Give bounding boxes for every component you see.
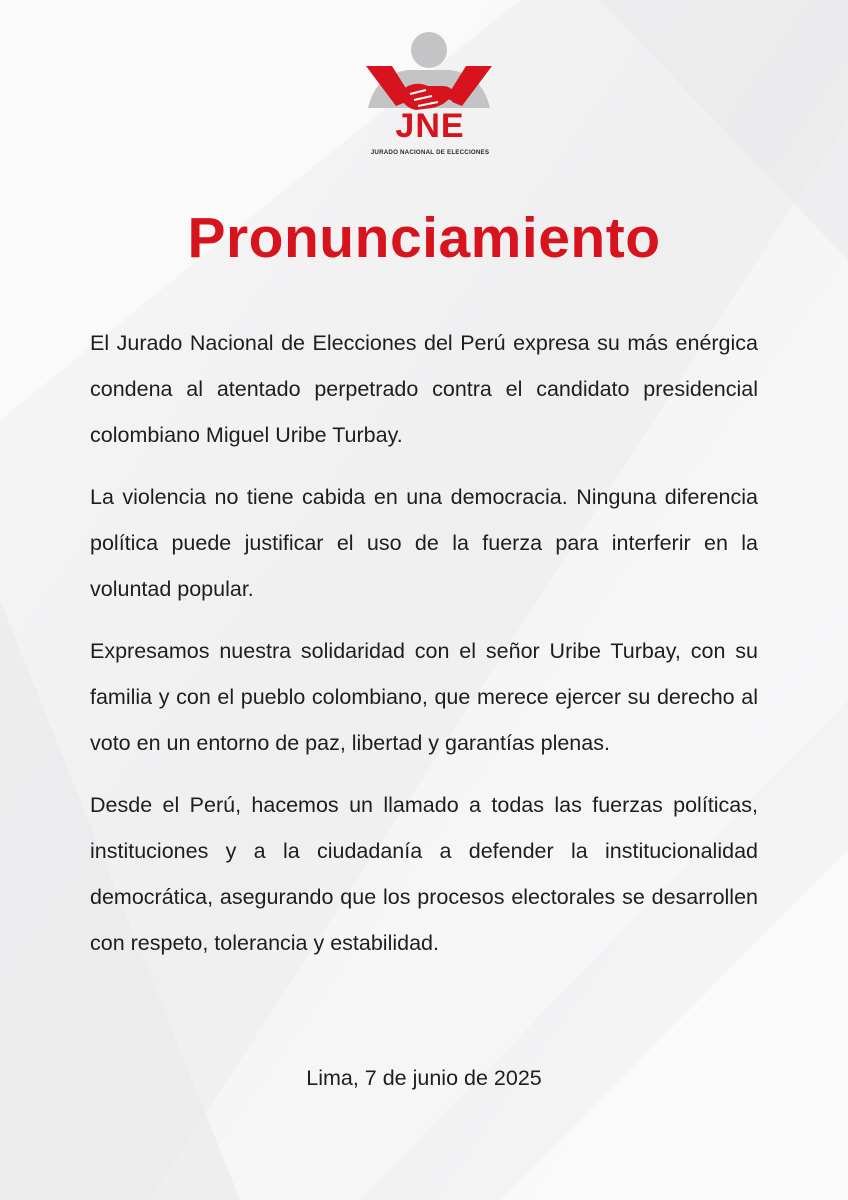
date-line: Lima, 7 de junio de 2025 [306, 1066, 542, 1090]
statement-body [90, 320, 758, 982]
paragraph-3: Expresamos nuestra solidaridad con el señor Uribe Turbay, con su familia y con el pueblo colombiano, que merece ejercer su derecho al voto en un entorno de paz, libertad y garantías plenas. [90, 639, 758, 755]
logo-full-name: JURADO NACIONAL DE ELECCIONES [370, 149, 490, 156]
page-title: Pronunciamiento [187, 206, 661, 270]
paragraph-1: El Jurado Nacional de Elecciones del Perú expresa su más enérgica condena al atentado perpetrado contra el candidato presidencial colombiano Miguel Uribe Turbay. [90, 331, 758, 447]
paragraph-4: Desde el Perú, hacemos un llamado a todas las fuerzas políticas, instituciones y a la ciudadanía a defender la institucionalidad democrática, asegurando que los procesos electorales se desarrollen con respeto, tolerancia y estabilidad. [90, 793, 758, 955]
logo-acronym: JNE [395, 107, 465, 145]
paragraph-2: La violencia no tiene cabida en una democracia. Ninguna diferencia política puede justificar el uso de la fuerza para interferir en la voluntad popular. [90, 485, 758, 601]
